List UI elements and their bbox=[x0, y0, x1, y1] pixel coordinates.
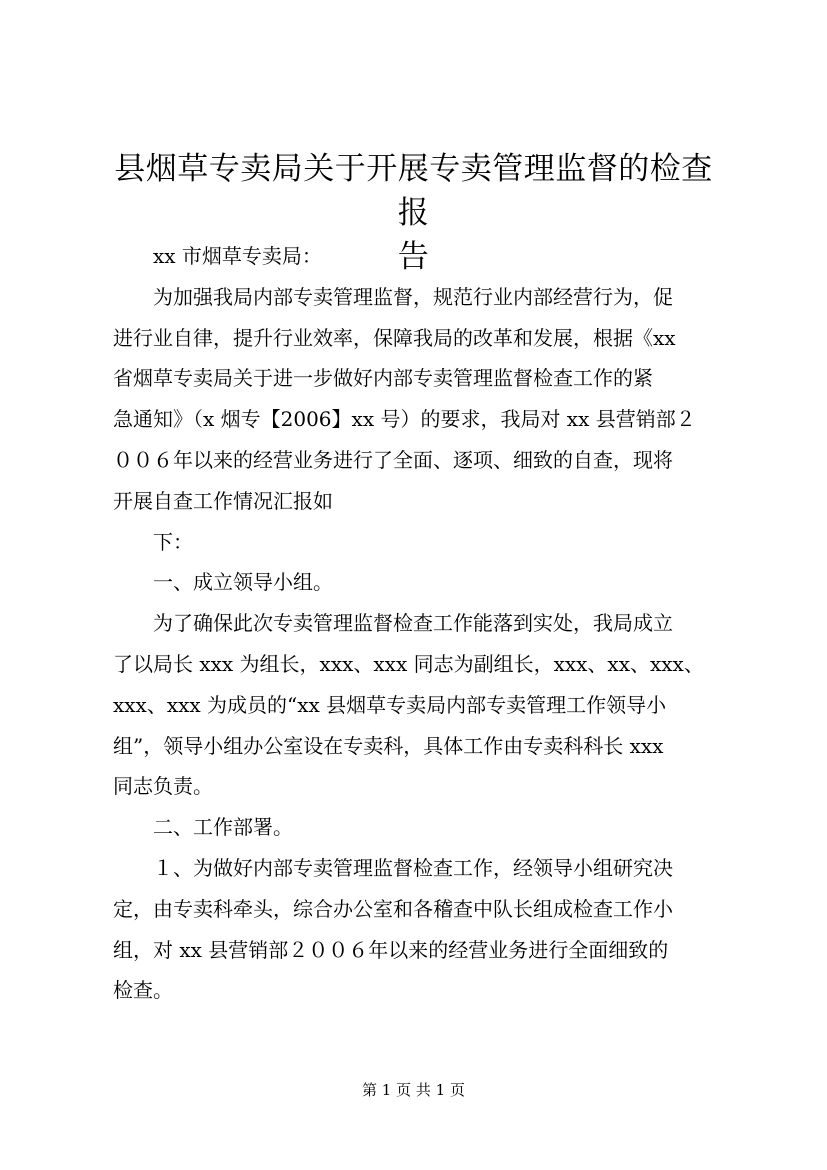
paragraph-line: 急通知》（x 烟专【2006】xx 号）的要求，我局对 xx 县营销部２ bbox=[113, 407, 696, 432]
paragraph-line: 检查。 bbox=[113, 978, 173, 1003]
title-line-2: 告 bbox=[397, 239, 430, 275]
paragraph-line: 开展自查工作情况汇报如 bbox=[113, 488, 333, 513]
paragraph-line: 省烟草专卖局关于进一步做好内部专卖管理监督检查工作的紧 bbox=[113, 366, 653, 391]
paragraph-line: 同志负责。 bbox=[113, 774, 213, 799]
paragraph-line: １、为做好内部专卖管理监督检查工作，经领导小组研究决 bbox=[113, 855, 673, 880]
document-body bbox=[113, 236, 733, 1011]
paragraph-line: 组”，领导小组办公室设在专卖科，具体工作由专卖科科长 xxx bbox=[113, 733, 664, 758]
section-heading: 二、工作部署。 bbox=[113, 815, 293, 840]
paragraph-line: 进行业自律，提升行业效率，保障我局的改革和发展，根据《xx bbox=[113, 325, 676, 350]
paragraph-line: xxx、xxx 为成员的“xx 县烟草专卖局内部专卖管理工作领导小 bbox=[113, 692, 667, 717]
paragraph-line: 了以局长 xxx 为组长，xxx、xxx 同志为副组长，xxx、xx、xxx、 bbox=[113, 651, 704, 676]
salutation: xx 市烟草专卖局： bbox=[113, 244, 322, 268]
page-footer: 第 1 页 共 1 页 bbox=[362, 1081, 465, 1099]
paragraph-line: 组，对 xx 县营销部２００６年以来的经营业务进行全面细致的 bbox=[113, 937, 669, 962]
paragraph-line: ００６年以来的经营业务进行了全面、逐项、细致的自查，现将 bbox=[113, 447, 673, 472]
section-heading: 一、成立领导小组。 bbox=[113, 570, 333, 595]
paragraph-line: 为加强我局内部专卖管理监督，规范行业内部经营行为，促 bbox=[113, 284, 673, 309]
title-line-1: 县烟草专卖局关于开展专卖管理监督的检查报 bbox=[114, 151, 713, 231]
paragraph-line: 为了确保此次专卖管理监督检查工作能落到实处，我局成立 bbox=[113, 611, 673, 636]
paragraph-line: 下： bbox=[113, 529, 193, 554]
paragraph-line: 定，由专卖科牵头，综合办公室和各稽查中队长组成检查工作小 bbox=[113, 896, 673, 921]
